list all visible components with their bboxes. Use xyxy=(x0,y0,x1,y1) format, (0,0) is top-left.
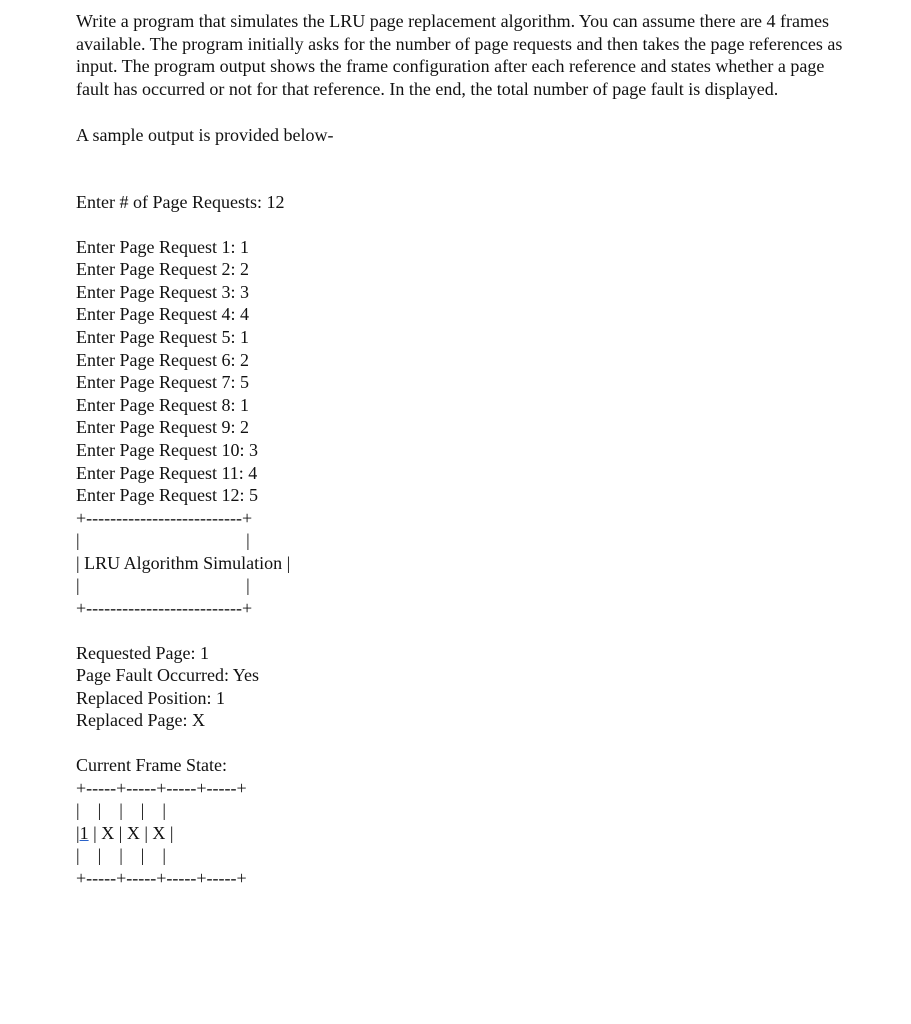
page-request-line: Enter Page Request 12: 5 xyxy=(76,485,258,506)
banner-border-top: +--------------------------+ xyxy=(76,507,253,528)
frame-values-rest: | X | X | X | xyxy=(88,822,174,843)
frame-state xyxy=(76,754,856,890)
page-request-line: Enter Page Request 8: 1 xyxy=(76,394,249,415)
requested-page-line: Requested Page: 1 xyxy=(76,642,209,663)
frame-values-row xyxy=(76,822,856,845)
page-request-line: Enter Page Request 2: 2 xyxy=(76,259,249,280)
page-request-line: Enter Page Request 10: 3 xyxy=(76,439,258,460)
frame-state-label: Current Frame State: xyxy=(76,755,227,776)
problem-description: Write a program that simulates the LRU page replacement algorithm. You can assume there are 4 frames available. The program initially asks for the number of page requests and then takes the page references as input. The program output shows the frame configuration after each reference and states whether a page fault has occurred or not for that reference. In the end, the total number of page fault is displayed. xyxy=(76,11,843,99)
num-requests-line: Enter # of Page Requests: 12 xyxy=(76,191,285,212)
document-body xyxy=(76,10,856,890)
page-request-line: Enter Page Request 3: 3 xyxy=(76,281,249,302)
page-request-line: Enter Page Request 9: 2 xyxy=(76,417,249,438)
replaced-position-line: Replaced Position: 1 xyxy=(76,687,225,708)
frame-value-first: |1 xyxy=(76,822,89,843)
banner-title: | LRU Algorithm Simulation | xyxy=(76,552,291,573)
banner-empty-row: | | xyxy=(76,575,250,596)
frame-empty-row: | | | | | xyxy=(76,845,167,866)
page-request-line: Enter Page Request 4: 4 xyxy=(76,304,249,325)
page-request-line: Enter Page Request 11: 4 xyxy=(76,462,258,483)
frame-border-bottom: +-----+-----+-----+-----+ xyxy=(76,868,247,888)
reference-result xyxy=(76,642,856,732)
frame-empty-row: | | | | | xyxy=(76,800,167,821)
frame-border-top: +-----+-----+-----+-----+ xyxy=(76,777,247,798)
replaced-page-line: Replaced Page: X xyxy=(76,710,205,731)
page-request-list xyxy=(76,236,856,507)
page-request-line: Enter Page Request 7: 5 xyxy=(76,372,249,393)
sample-intro: A sample output is provided below- xyxy=(76,125,334,146)
page-request-line: Enter Page Request 1: 1 xyxy=(76,236,249,257)
page-request-line: Enter Page Request 6: 2 xyxy=(76,349,249,370)
page-fault-line: Page Fault Occurred: Yes xyxy=(76,665,259,686)
simulation-banner xyxy=(76,507,856,620)
banner-empty-row: | | xyxy=(76,530,250,551)
banner-border-bottom: +--------------------------+ xyxy=(76,598,253,619)
page-request-line: Enter Page Request 5: 1 xyxy=(76,326,249,347)
